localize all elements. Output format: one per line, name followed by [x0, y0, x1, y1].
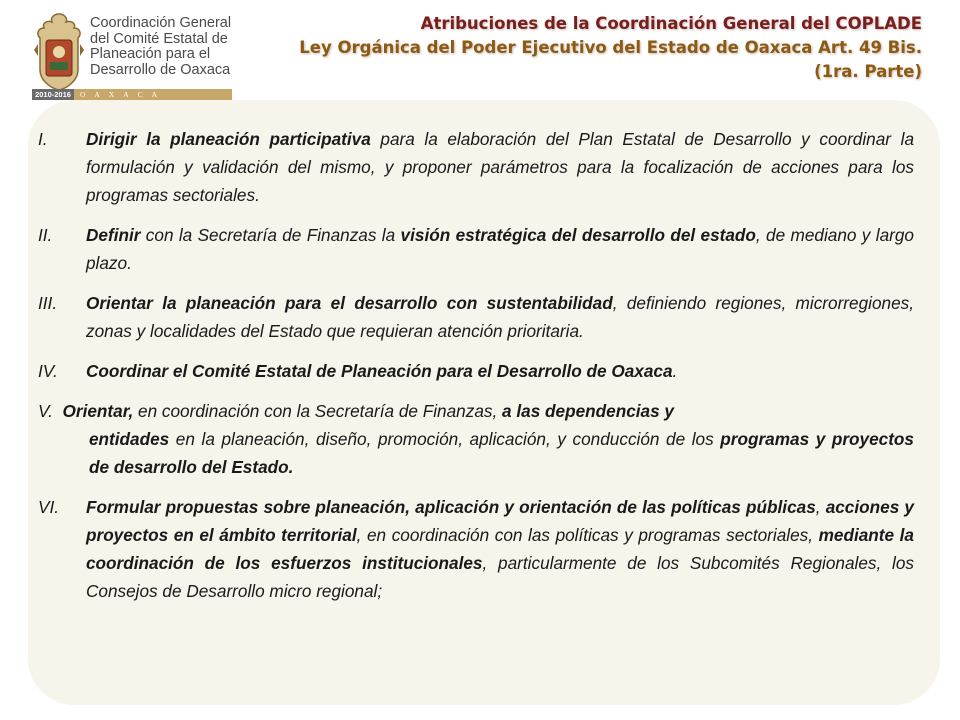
- item-number: V.: [38, 401, 53, 421]
- header-subtitle: Ley Orgánica del Poder Ejecutivo del Estado de Oaxaca Art. 49 Bis.: [299, 38, 922, 57]
- item-number: I.: [38, 129, 48, 149]
- item-number: IV.: [38, 361, 58, 381]
- attribution-item-6: [38, 493, 914, 605]
- attributions-list: [38, 125, 914, 617]
- attribution-item-3: [38, 289, 914, 345]
- logo-state: OAXACA: [74, 89, 232, 100]
- header-titles: [299, 12, 922, 84]
- item-text: entidades en la planeación, diseño, promoción, aplicación, y conducción de los programas y proyectos de desarrollo del Estado.: [89, 429, 914, 477]
- logo-line-3: Planeación para el: [90, 46, 211, 63]
- logo-years: 2010-2016: [32, 89, 74, 100]
- attribution-item-2: [38, 221, 914, 277]
- item-number: II.: [38, 225, 53, 245]
- logo-line-2: del Comité Estatal de: [90, 30, 228, 47]
- logo-line-4: Desarrollo de Oaxaca: [90, 61, 231, 78]
- item-text: Formular propuestas sobre planeación, aplicación y orientación de las políticas públicas, acciones y proyectos en el ámbito territorial, en coordinación con las políticas y programas sectoriales, mediante la coordinación de los esfuerzos institucionales, particularmente de los Subcomités Regionales, los Consejos de Desarrollo micro regional;: [86, 497, 914, 601]
- oaxaca-crest-icon: [32, 10, 86, 92]
- attribution-item-1: [38, 125, 914, 209]
- attribution-item-4: [38, 357, 914, 385]
- coplade-logo: [32, 10, 232, 99]
- header-title: Atribuciones de la Coordinación General del COPLADE: [420, 14, 922, 33]
- header-part: (1ra. Parte): [814, 62, 922, 81]
- attribution-item-5: [38, 397, 914, 481]
- item-text: Definir con la Secretaría de Finanzas la visión estratégica del desarrollo del estado, de mediano y largo plazo.: [86, 225, 914, 273]
- item-number: VI.: [38, 497, 60, 517]
- item-number: III.: [38, 293, 58, 313]
- logo-line-1: Coordinación General: [90, 15, 232, 31]
- item-text: Coordinar el Comité Estatal de Planeación para el Desarrollo de Oaxaca.: [86, 361, 678, 381]
- item-text: Dirigir la planeación participativa para la elaboración del Plan Estatal de Desarrollo y coordinar la formulación y validación del mismo, y proponer parámetros para la focalización de acciones para los programas sectoriales.: [86, 129, 915, 205]
- item-lead: V. Orientar, en coordinación con la Secretaría de Finanzas, a las dependencias y: [38, 401, 674, 421]
- logo-bar: [32, 89, 232, 100]
- item-text: Orientar la planeación para el desarrollo con sustentabilidad, definiendo regiones, microrregiones, zonas y localidades del Estado que requieran atención prioritaria.: [86, 293, 915, 341]
- logo-text: [90, 16, 231, 78]
